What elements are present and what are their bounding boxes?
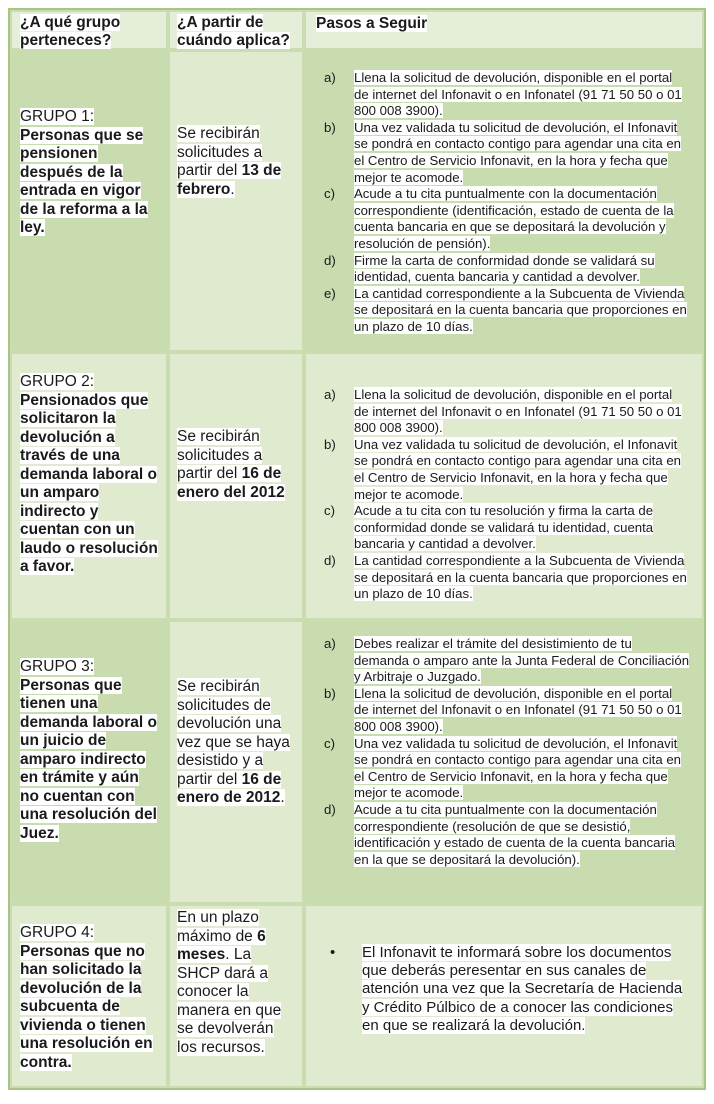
bullet-dot-icon: • [330, 944, 336, 961]
info-bullet [320, 944, 688, 1035]
step-item: d) Firme la carta de conformidad donde se validará su identidad, cuenta bancaria y cantidad a devolver. [324, 252, 655, 285]
header-when-label: ¿A partir de cuándo aplica? [177, 14, 290, 49]
group-4-name: GRUPO 4: [20, 924, 95, 941]
step-item: a) Debes realizar el trámite del desistimiento de tu demanda o amparo ante la Junta Federal de Conciliación y Arbitraje o Juzgado. [324, 636, 690, 685]
step-item: b) Una vez validada tu solicitud de devolución, el Infonavit se pondrá en contacto contigo para agendar una cita en el Centro de Servicio Infonavit, en la hora y fecha que mejor te acomode. [324, 436, 681, 502]
when-1-text: Se recibirán solicitudes a partir del 13 de febrero. [177, 125, 282, 198]
step-item: c) Una vez validada tu solicitud de devolución, el Infonavit se pondrá en contacto contigo para agendar una cita en el Centro de Servicio Infonavit, en la hora y fecha que mejor te acomode. [324, 735, 681, 801]
step-item: c) Acude a tu cita con tu resolución y firma la carta de conformidad donde se validará tu identidad, cuenta bancaria y cantidad a devolver. [324, 503, 654, 552]
group-1-description: Personas que se pensionen después de la entrada en vigor de la reforma a la ley. [20, 126, 148, 236]
when-1-cell [168, 50, 304, 352]
group-3-description: Personas que tienen una demanda laboral o un juicio de amparo indirecto en trámite y aún no cuentan con una resolución del Juez. [20, 676, 157, 842]
header-cell-group [10, 10, 168, 50]
group-1-name: GRUPO 1: [20, 108, 95, 125]
step-item: d) Acude a tu cita puntualmente con la documentación correspondiente (resolución de que se desistió, identificación y estado de cuenta de la cuenta bancaria en la que se depositará la devolución). [324, 801, 676, 867]
header-steps-label: Pasos a Seguir [316, 15, 428, 32]
group-2-description: Pensionados que solicitaron la devolución a través de una demanda laboral o un amparo indirecto y cuentan con un laudo o resolución a favor. [20, 391, 158, 575]
when-3-cell [168, 620, 304, 904]
step-item: b) Una vez validada tu solicitud de devolución, el Infonavit se pondrá en contacto contigo para agendar una cita en el Centro de Servicio Infonavit, en la hora y fecha que mejor te acomode. [324, 119, 681, 185]
header-group-label: ¿A qué grupo perteneces? [20, 14, 121, 49]
requirements-table [8, 8, 706, 1090]
group-3-name: GRUPO 3: [20, 658, 95, 675]
when-4-text: En un plazo máximo de 6 meses. La SHCP dará a conocer la manera en que se devolverán los recursos. [177, 909, 282, 1056]
group-4-cell [10, 904, 168, 1088]
group-2-cell [10, 352, 168, 620]
step-item: c) Acude a tu cita puntualmente con la documentación correspondiente (identificación, estado de cuenta de la cuenta bancaria en que se depositará la devolución y resolución de pensión). [324, 186, 674, 251]
step-item: d) La cantidad correspondiente a la Subcuenta de Vivienda se depositará en la cuenta bancaria que proporciones en un plazo de 10 días. [324, 552, 687, 602]
steps-2-cell [304, 352, 704, 620]
steps-3-cell [304, 620, 704, 904]
group-2-name: GRUPO 2: [20, 373, 95, 390]
when-3-text: Se recibirán solicitudes de devolución una vez que se haya desistido y a partir del 16 de enero de 2012. [177, 678, 290, 806]
when-2-text: Se recibirán solicitudes a partir del 16 de enero del 2012 [177, 428, 285, 501]
step-item: a) Llena la solicitud de devolución, disponible en el portal de internet del Infonavit o en Infonatel (91 71 50 50 o 01 800 008 3900). [324, 387, 682, 436]
when-4-cell [168, 904, 304, 1088]
header-cell-steps [304, 10, 704, 50]
step-item: e) La cantidad correspondiente a la Subcuenta de Vivienda se depositará en la cuenta bancaria que proporciones en un plazo de 10 días. [324, 285, 687, 334]
when-2-cell [168, 352, 304, 620]
header-cell-when [168, 10, 304, 50]
step-item: a) Llena la solicitud de devolución, disponible en el portal de internet del Infonavit o en Infonatel (91 71 50 50 o 01 800 008 3900). [324, 70, 682, 119]
steps-4-cell [304, 904, 704, 1088]
group-4-description: Personas que no han solicitado la devolución de la subcuenta de vivienda o tienen una resolución en contra. [20, 942, 153, 1071]
group-3-cell [10, 620, 168, 904]
steps-1-cell [304, 50, 704, 352]
step-item: b) Llena la solicitud de devolución, disponible en el portal de internet del Infonavit o en Infonatel (91 71 50 50 o 01 800 008 3900). [324, 685, 682, 734]
group-1-cell [10, 50, 168, 352]
info-bullet-text: El Infonavit te informará sobre los documentos que deberás peresentar en sus canales de atención una vez que la Secretaría de Hacienda y Crédito Púlbico de a conocer las condiciones en que se realizará la devolución. [362, 944, 683, 1034]
